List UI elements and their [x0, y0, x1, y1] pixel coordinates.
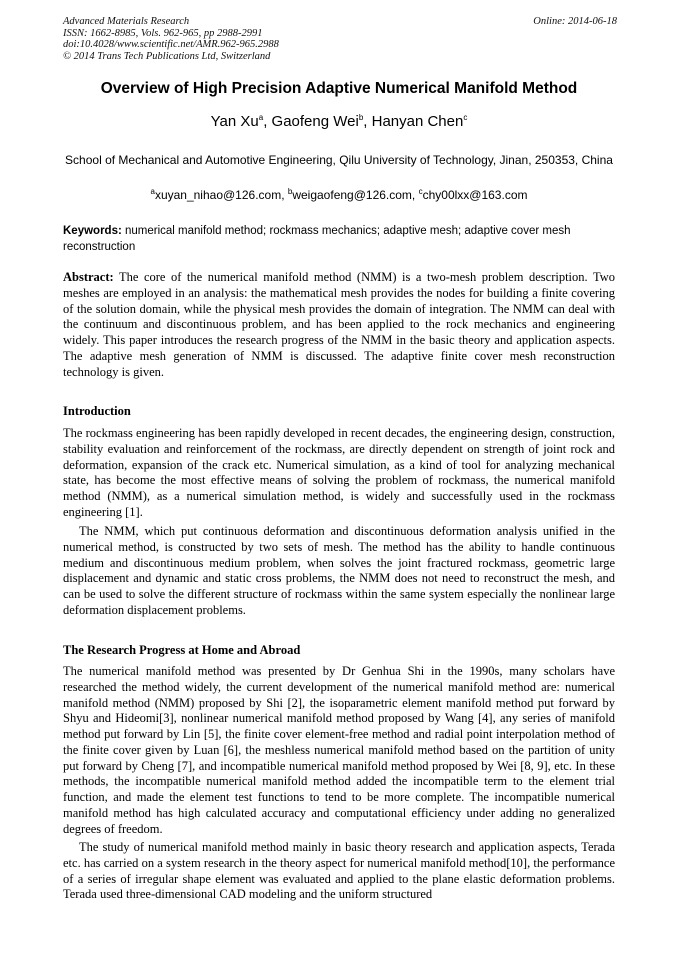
introduction-paragraph-2: The NMM, which put continuous deformation and discontinuous deformation analysis unified in the numerical method, is constructed by two sets of mesh. The method has the ability to handle continuous medium and discontinuous medium problem, when solves the joint fractured rockmass, geometric large displacement and dynamic and static cross problems, the NMM does not need to reconstruct the mesh, and can be used to solve the different structure of rockmass within the same system especially the nonlinear large deformation displacement problems. [63, 524, 615, 617]
paper-title: Overview of High Precision Adaptive Numerical Manifold Method [100, 80, 578, 97]
journal-header [63, 16, 279, 62]
section-heading-research-progress: The Research Progress at Home and Abroad [63, 643, 301, 657]
keywords [63, 224, 615, 255]
copyright-line: © 2014 Trans Tech Publications Ltd, Switzerland [63, 50, 271, 62]
introduction-paragraph-1: The rockmass engineering has been rapidly developed in recent decades, the engineering design, construction, stability evaluation and reinforcement of the rockmass, are directly dependent on strength of joint rock and deformation, expansion of the crack etc. Numerical simulation, as a kind of tool for analyzing mechanical state, has become the most effective means of solving the problem of rockmass, the numerical manifold method (NMM), as a numerical simulation method, is widely and successfully used in the rockmass engineering [1]. [63, 426, 615, 519]
affiliation: School of Mechanical and Automotive Engineering, Qilu University of Technology, Jinan, 250353, China [65, 153, 613, 167]
keywords-text: numerical manifold method; rockmass mechanics; adaptive mesh; adaptive cover mesh reconstruction [63, 225, 571, 253]
abstract-text: The core of the numerical manifold method (NMM) is a two-mesh problem description. Two meshes are employed in an analysis: the mathematical mesh provides the nodes for building a finite covering of the solution domain, while the physical mesh provides the domain of integration. The NMM can deal with the continuum and discontinuous problem, and has been applied to the rock mechanics and engineering widely. This paper introduces the research progress of the NMM in the basic theory and application aspects. The adaptive mesh generation of NMM is discussed. The adaptive finite cover mesh reconstruction technology is given. [63, 270, 615, 379]
section-heading-introduction: Introduction [63, 404, 131, 418]
author-name: Hanyan Chen [371, 113, 464, 130]
email-mark: a [150, 187, 155, 196]
keywords-label: Keywords: [63, 225, 122, 237]
author-name: Gaofeng Wei [271, 113, 359, 130]
research-paragraph-1: The numerical manifold method was presented by Dr Genhua Shi in the 1990s, many scholars have researched the method widely, the current development of the numerical manifold method are: numerical manifold method (NMM) proposed by Shi [2], the isoparametric element manifold method put forward by Shyu and Hideomi[3], nonlinear numerical manifold method proposed by Wang [4], any series of manifold method put forward by Lin [5], the finite cover element-free method and radial point interpolation method of the finite cover given by Luan [6], the meshless numerical manifold method based on the partition of unity put forward by Cheng [7], and incompatible numerical manifold method proposed by Wei [8, 9], etc. In these methods, the incompatible numerical manifold method added the incompatible term to the element trial function, and made the element test functions to tend to be more complete. The incompatible numerical manifold method has high calculated accuracy and computational efficiency under adding no generalized degrees of freedom. [63, 664, 615, 836]
email-address: weigaofeng@126.com [292, 188, 412, 202]
author-mark: b [358, 113, 364, 122]
author-name: Yan Xu [210, 113, 259, 130]
email-mark: c [418, 187, 423, 196]
email-list: $^a$xuyan_nihao@126.com, $^b$weigaofeng@126.com, $^c$chy00lxx@163.com [150, 187, 528, 202]
email-address: chy00lxx@163.com [422, 188, 528, 202]
doi-line: doi:10.4028/www.scientific.net/AMR.962-965.2988 [63, 39, 279, 51]
abstract [63, 270, 615, 380]
email-address: xuyan_nihao@126.com [154, 188, 282, 202]
research-paragraph-2: The study of numerical manifold method mainly in basic theory research and application aspects, Terada etc. has carried on a system research in the theory aspect for numerical manifold method[10], the performance of a series of irregular shape element was evaluated and applied to the plane elastic deformation problems. Terada used three-dimensional CAD modeling and the uniform structured [63, 840, 615, 902]
email-mark: b [287, 187, 293, 196]
issn-line: ISSN: 1662-8985, Vols. 962-965, pp 2988-2991 [63, 27, 263, 39]
journal-name: Advanced Materials Research [63, 16, 190, 27]
abstract-label: Abstract: [63, 270, 114, 284]
online-date: Online: 2014-06-18 [533, 16, 617, 27]
author-mark: a [258, 113, 264, 122]
author-mark: c [463, 113, 468, 122]
author-list: Yan Xu$^a$, Gaofeng Wei$^b$, Hanyan Chen$^c$ [210, 113, 468, 130]
